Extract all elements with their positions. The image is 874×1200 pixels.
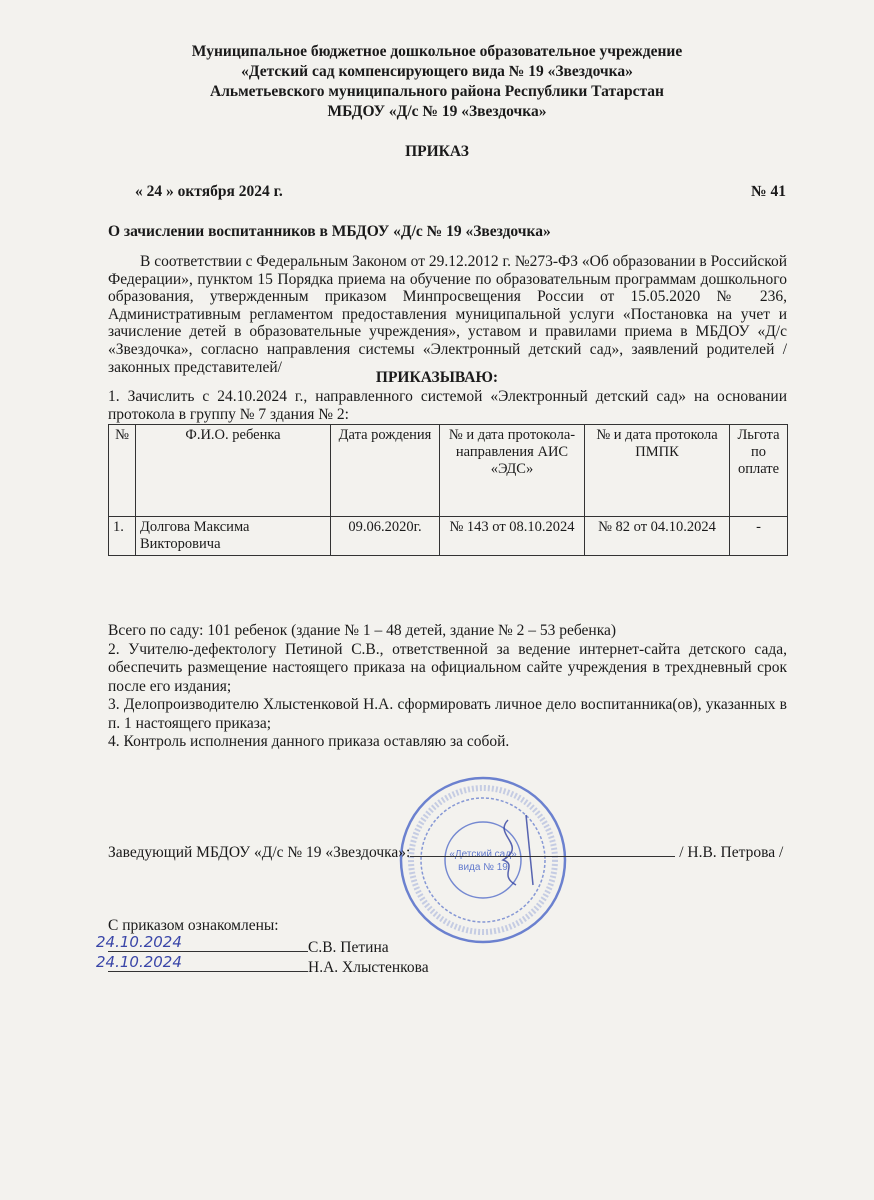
handwritten-date: 24.10.2024 <box>96 953 182 971</box>
order-date: « 24 » октября 2024 г. <box>135 183 283 200</box>
order-number: № 41 <box>751 183 786 200</box>
signature-line <box>410 842 675 857</box>
document-title: ПРИКАЗ <box>405 143 469 160</box>
col-ais-protocol: № и дата протокола-направления АИС «ЭДС» <box>440 425 585 517</box>
col-pmpk-protocol: № и дата протокола ПМПК <box>585 425 730 517</box>
institution-header <box>0 42 874 122</box>
order-items <box>108 622 787 752</box>
cell-benefit: - <box>730 517 788 556</box>
col-name: Ф.И.О. ребенка <box>136 425 331 517</box>
signatory-name: / Н.В. Петрова / <box>679 844 784 861</box>
col-birthdate: Дата рождения <box>331 425 440 517</box>
item-1: 1. Зачислить с 24.10.2024 г., направленного системой «Электронный детский сад» на основании протокола в группу № 7 здания № 2: <box>108 388 787 423</box>
header-line: МБДОУ «Д/с № 19 «Звездочка» <box>327 103 547 120</box>
signature-line <box>96 933 308 952</box>
header-line: Альметьевского муниципального района Республики Татарстан <box>210 83 664 100</box>
acknowledger-name: Н.А. Хлыстенкова <box>308 959 429 976</box>
col-number: № <box>109 425 136 517</box>
header-line: «Детский сад компенсирующего вида № 19 «Звездочка» <box>241 63 633 80</box>
svg-text:вида № 19: вида № 19 <box>458 862 508 873</box>
acknowledger-name: С.В. Петина <box>308 939 389 956</box>
item-3: 3. Делопроизводителю Хлыстенковой Н.А. сформировать личное дело воспитанника(ов), указанных в п. 1 настоящего приказа; <box>108 696 787 732</box>
order-subject: О зачислении воспитанников в МБДОУ «Д/с № 19 «Звездочка» <box>108 223 551 240</box>
acknowledgement-row <box>96 953 429 977</box>
cell-name: Долгова Максима Викторовича <box>136 517 331 556</box>
table-header-row <box>109 425 788 517</box>
cell-number: 1. <box>109 517 136 556</box>
preamble: В соответствии с Федеральным Законом от 29.12.2012 г. №273-ФЗ «Об образовании в Российской Федерации», пунктом 15 Порядка приема на обучение по образовательным программам дошкольного образования, утвержденным приказом Минпросвещения России от 15.05.2020 № 236, Административным регламентом предоставления муниципальной услуги «Постановка на учет и зачисление детей в образовательные учреждения», уставом и правилами приема в МБДОУ «Д/с «Звездочка», согласно направления системы «Электронный детский сад», заявлений родителей /законных представителей/ <box>108 253 787 376</box>
total-count: Всего по саду: 101 ребенок (здание № 1 – 48 детей, здание № 2 – 53 ребенка) <box>108 622 617 639</box>
signature-line <box>96 953 308 972</box>
cell-ais-protocol: № 143 от 08.10.2024 <box>440 517 585 556</box>
signature-block <box>108 842 783 862</box>
handwritten-date: 24.10.2024 <box>96 933 182 951</box>
svg-text:«Детский сад»: «Детский сад» <box>449 849 517 860</box>
cell-pmpk-protocol: № 82 от 04.10.2024 <box>585 517 730 556</box>
item-4: 4. Контроль исполнения данного приказа оставляю за собой. <box>108 733 510 750</box>
header-line: Муниципальное бюджетное дошкольное образовательное учреждение <box>191 43 683 60</box>
acknowledged-label: С приказом ознакомлены: <box>108 917 279 934</box>
item-2: 2. Учителю-дефектологу Петиной С.В., ответственной за ведение интернет-сайта детского сада, обеспечить размещение настоящего приказа на официальном сайте учреждения в трехдневный срок после его издания; <box>108 640 787 695</box>
cell-birthdate: 09.06.2020г. <box>331 517 440 556</box>
signatory-position: Заведующий МБДОУ «Д/с № 19 «Звездочка»: <box>108 844 411 861</box>
table-row <box>109 517 788 556</box>
orders-heading: ПРИКАЗЫВАЮ: <box>375 369 499 386</box>
enrollment-table <box>108 424 788 556</box>
col-benefit: Льгота по оплате <box>730 425 788 517</box>
